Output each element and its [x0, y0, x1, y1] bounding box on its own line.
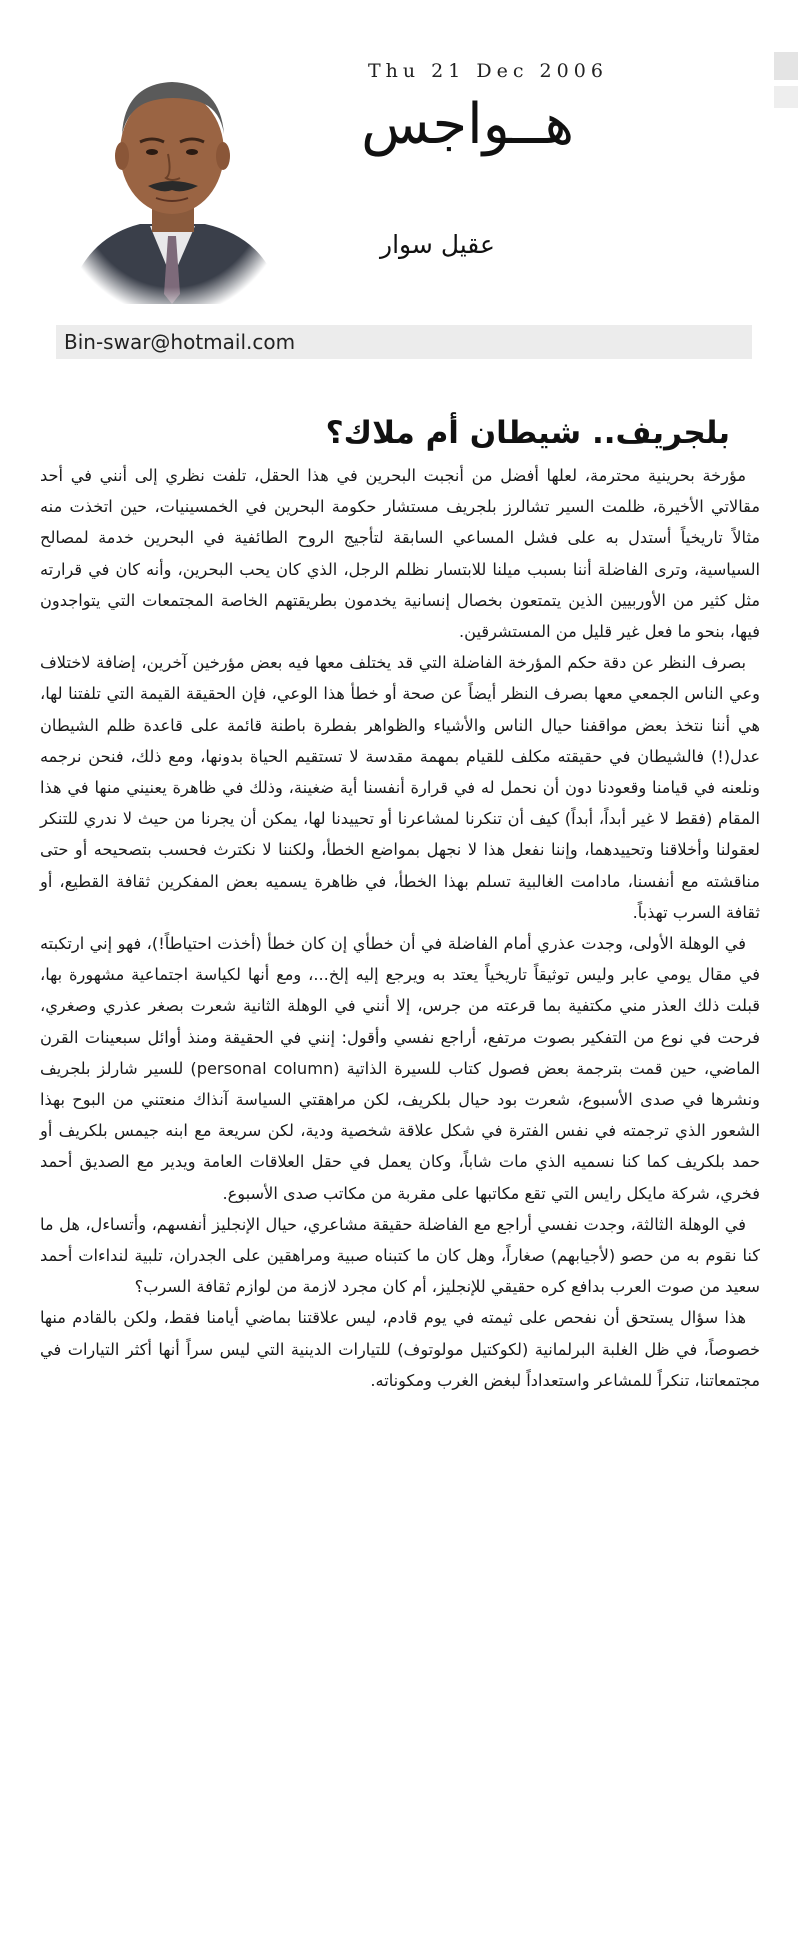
article-headline: بلجريف.. شيطان أم ملاك؟: [325, 414, 730, 451]
author-email[interactable]: Bin-swar@hotmail.com: [64, 330, 296, 354]
article-body: [40, 460, 760, 1396]
side-tab: [774, 52, 798, 80]
article-paragraph: هذا سؤال يستحق أن نفحص على ثيمته في يوم قادم، ليس علاقتنا بماضي أيامنا فقط، ولكن بالقادم منها خصوصاً، في ظل الغلبة البرلمانية (لكوكتيل مولوتوف) للتيارات الدينية التي ليس سراً أنها أكثر التيارات في مجتمعاتنا، تنكراً للمشاعر واستعداداً لبغض الغرب ومكوناته.: [40, 1308, 760, 1390]
publication-date: Thu 21 Dec 2006: [368, 60, 608, 82]
email-bar: [56, 325, 752, 359]
column-title: هــواجس: [361, 92, 574, 157]
article-paragraph: مؤرخة بحرينية محترمة، لعلها أفضل من أنجبت البحرين في هذا الحقل، تلفت نظري إلى أنني في أحد مقالاتي الأخيرة، ظلمت السير تشالرز بلجريف مستشار حكومة البحرين في الخمسينيات، حين اتخذت منه مثالاً تاريخياً أستدل به على فشل المساعي السابقة لتأجيج الروح الطائفية في البحرين خدمة لمصالح السياسية، وترى الفاضلة أننا بسبب ميلنا للابتسار نظلم الرجل، الذي كان يحب البحرين، وأنه كان في قرارته مثل كثير من الأوربيين الذين يتمتعون بخصال إنسانية يخدمون بطريقتهم الخاصة المجتمعات التي يتواجدون فيها، بنحو ما فعل غير قليل من المستشرقين.: [40, 466, 760, 642]
author-name: عقيل سوار: [380, 230, 495, 259]
column-header: [0, 0, 760, 320]
article-paragraph: في الوهلة الثالثة، وجدت نفسي أراجع مع الفاضلة حقيقة مشاعري، حيال الإنجليز أنفسهم، وأتساءل، هل ما كنا نقوم به من حصو (لأجيابهم) صغاراً، وهل كان ما كتبناه صبية ومراهقين على الجدران، تلبية لنداءات أحمد سعيد من صوت العرب بدافع كره حقيقي للإنجليز، أم كان مجرد لازمة من لوازم ثقافة السرب؟: [40, 1214, 760, 1297]
author-portrait: [70, 64, 275, 304]
article-paragraph: بصرف النظر عن دقة حكم المؤرخة الفاضلة التي قد يختلف معها فيه بعض مؤرخين آخرين، إضافة لاختلاف وعي الناس الجمعي معها بصرف النظر أيضاً عن صحة أو خطأ هذا الوعي، فإن الحقيقة القيمة التي تلفتنا لها، هي أننا نتخذ بعض مواقفنا حيال الناس والأشياء والظواهر بفطرة باطنة قائمة على قاعدة ظلم الشيطان عدل(!) فالشيطان في حقيقته مكلف للقيام بمهمة مقدسة لا تستقيم الحياة بدونها، ومع ذلك، فنحن نرجمه ونلعنه في قيامنا وقعودنا دون أن نحمل له في قرارة أنفسنا أية ضغينة، وذلك في ظاهرة يعنيني منها في هذا المقام (فقط لا غير أبداً، أبداً) كيف أن تنكرنا لمشاعرنا أو تحييدنا لها، يمكن أن يجرنا من حيث لا ندري للتنكر لعقولنا وأخلاقنا وتحييدهما، وإننا نفعل هذا لا نجهل بمواضع الخطأ، ولكننا لا نكترث فحسب بتصحيحه أو حتى مناقشته مع أنفسنا، مادامت الغالبية تسلم بهذا الخطأ، في ظاهرة يسميه بعض المفكرين ثقافة القطيع، أو ثقافة السرب تهذباً.: [40, 653, 760, 922]
side-tabs: [774, 52, 798, 114]
side-tab: [774, 86, 798, 108]
article-paragraph: في الوهلة الأولى، وجدت عذري أمام الفاضلة في أن خطأي إن كان خطأ (أخذت احتياطاً!)، فهو إني ارتكبته في مقال يومي عابر وليس توثيقاً تاريخياً يعتد به ويرجع إليه إلخ...، ومع أنها لكياسة اجتماعية مشهورة بها، قبلت ذلك العذر مني مكتفية بما قرعته من جرس، إلا أنني في الوهلة الثانية شعرت بصغر عذري وصغري، فرحت في نوع من التفكير بصوت مرتفع، أراجع نفسي وأقول: إنني في الحقيقة ومنذ أوائل سبعينات القرن الماضي، حين قمت بترجمة بعض فصول كتاب للسيرة الذاتية (personal column) للسير شارلز بلجريف ونشرها في صدى الأسبوع، شعرت بود حيال بلكريف، لكن مراهقتي السياسة آنذاك منعتني من البوح بهذا الشعور الذي ترجمته في نفس الفترة في شكل علاقة شخصية ودية، لكن سريعة مع ابنه جيمس بلكريف أو حمد بلكريف كما كنا نسميه الذي مات شاباً، وكان يعمل في حقل العلاقات العامة ويدير مع الصديق أحمد فخري، شركة مايكل رايس التي تقع مكاتبها على مقربة من مكاتب صدى الأسبوع.: [40, 934, 761, 1203]
